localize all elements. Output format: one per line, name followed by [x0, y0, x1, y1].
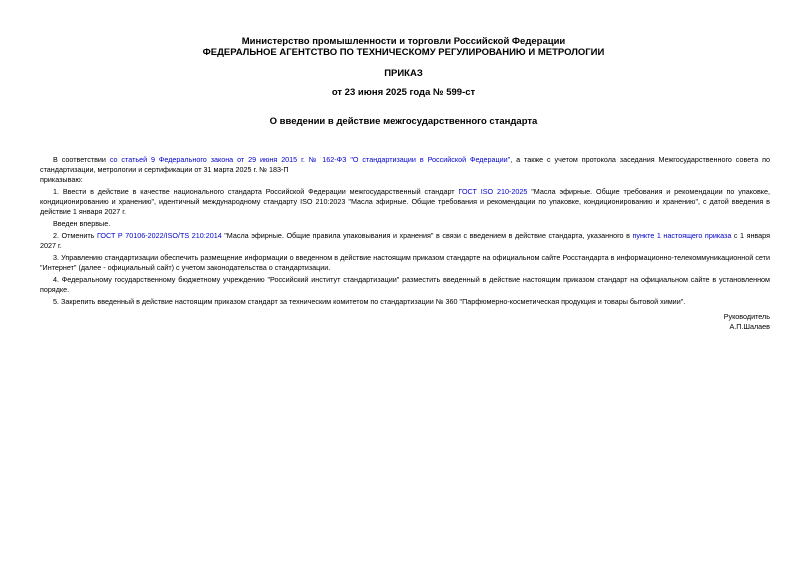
gost-r-70106-link[interactable]: ГОСТ Р 70106-2022/ISO/TS 210:2014: [96, 231, 222, 240]
item-5: 5. Закрепить введенный в действие настоящим приказом стандарт за техническим комитетом по стандартизации № 360 "Парфюмерно-косметическая продукция и товары бытовой химии".: [53, 297, 686, 306]
item-1-text-2: "Масла эфирные. Общие требования и рекомендации по упаковке, кондиционированию и хранению", идентичный международному стандарту ISO 210:2023 "Масла эфирные. Общие требования и рекомендации по упаковке, кондиционированию и хранению", с датой введения в действие 1 января 2027 г.: [40, 187, 770, 216]
item-1-reference-link[interactable]: пункте 1 настоящего приказа: [632, 231, 732, 240]
item-2: [40, 231, 770, 251]
document-date-number: от 23 июня 2025 года № 599-ст: [331, 87, 476, 98]
item-1-note: Введен впервые.: [53, 219, 111, 228]
ministry-name: Министерство промышленности и торговли Российской Федерации: [241, 36, 566, 47]
document-type: ПРИКАЗ: [384, 68, 423, 79]
signature-title: Руководитель: [723, 312, 770, 321]
document-body: [40, 155, 770, 332]
document-subject: О введении в действие межгосударственного стандарта: [269, 116, 538, 127]
item-2-text-2: "Масла эфирные. Общие правила упаковывания и хранения" в связи с введением в действие стандарта, указанного в: [221, 231, 633, 240]
item-2-text-3: с 1 января 2027 г.: [40, 231, 770, 250]
gost-iso-210-link[interactable]: ГОСТ ISO 210-2025: [458, 187, 528, 196]
preamble-paragraph: [40, 155, 770, 175]
item-2-text-1: 2. Отменить: [53, 231, 97, 240]
item-1-text-1: 1. Ввести в действие в качестве национального стандарта Российской Федерации межгосударственный стандарт: [53, 187, 459, 196]
signature-name: А.П.Шалаев: [729, 322, 770, 331]
item-1: [40, 187, 770, 217]
agency-name: ФЕДЕРАЛЬНОЕ АГЕНТСТВО ПО ТЕХНИЧЕСКОМУ РЕГУЛИРОВАНИЮ И МЕТРОЛОГИИ: [202, 47, 605, 58]
item-3: 3. Управлению стандартизации обеспечить размещение информации о введенном в действие настоящим приказом стандарте на официальном сайте Росстандарта в информационно-телекоммуникационной сети "Интернет" (далее - официальный сайт) с учетом законодательства о стандартизации.: [40, 253, 770, 272]
item-4: 4. Федеральному государственному бюджетному учреждению "Российский институт стандартизации" разместить введенный в действие настоящим приказом стандарт на официальном сайте в установленном порядке.: [40, 275, 770, 294]
preamble-text-2: , а также с учетом протокола заседания Межгосударственного совета по стандартизации, метрологии и сертификации от 31 марта 2025 г. № 183-П: [40, 155, 770, 174]
preamble-text-1: В соответствии: [53, 155, 110, 164]
law-link[interactable]: со статьей 9 Федерального закона от 29 июня 2015 г. № 162-ФЗ "О стандартизации в Российской Федерации": [109, 155, 511, 164]
order-word: приказываю:: [40, 175, 83, 184]
